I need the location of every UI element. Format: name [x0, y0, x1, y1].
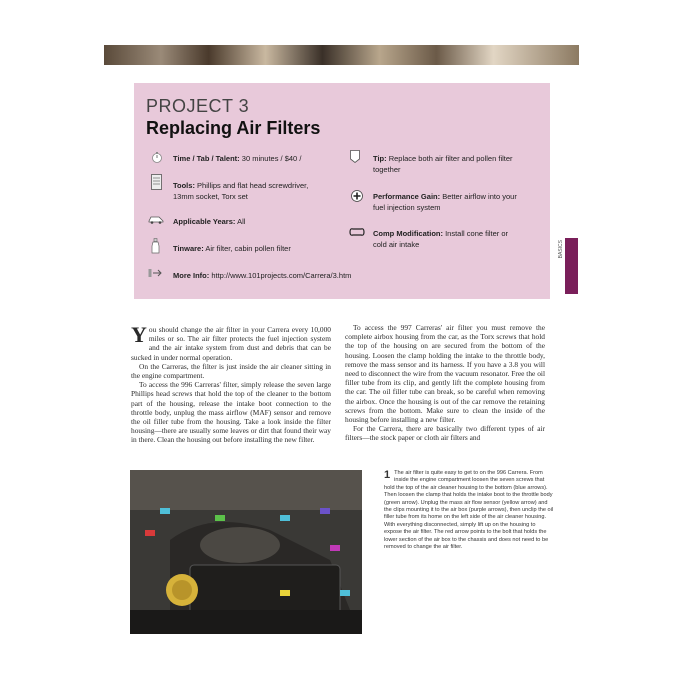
wrench-icon	[348, 227, 366, 237]
info-gain-label: Performance Gain:	[373, 192, 441, 201]
info-comp-value: Install cone filter or cold air intake	[373, 229, 509, 249]
info-more-label: More Info:	[173, 271, 210, 280]
bottle-icon	[151, 238, 160, 254]
info-time-value: 30 minutes / $40 /	[241, 154, 302, 163]
info-tools	[173, 180, 323, 202]
engine-air-filter-photo	[130, 470, 362, 634]
info-tools-value: Phillips and flat head screwdriver, 13mm socket, Torx set	[173, 181, 309, 201]
info-years-label: Applicable Years:	[173, 217, 236, 226]
body-left-paragraph-3: To access the 996 Carreras' filter, simply release the seven large Phillips head screws that hold the top of the cleaner to the bottom part of the housing, release the intake boot connection to the throttle body, unplug the mass airflow (MAF) sensor and remove the oil filler tube from the housing. Take a look inside the filter housing—there are usually some leaves or dirt that found their way in there. Clean the housing out before installing the new filter.	[131, 380, 331, 445]
stopwatch-icon	[151, 151, 163, 163]
info-comp	[373, 228, 523, 250]
body-column-left	[131, 322, 331, 445]
tag-icon	[350, 150, 360, 163]
info-tinware-value: Air filter, cabin pollen filter	[205, 244, 291, 253]
info-tinware-label: Tinware:	[173, 244, 204, 253]
top-photo-strip	[104, 45, 579, 65]
info-gain	[373, 191, 518, 213]
info-more-value[interactable]: http://www.101projects.com/Carrera/3.htm	[211, 271, 352, 280]
dropcap: Y	[131, 322, 147, 347]
body-right-paragraph-2: For the Carrera, there are basically two different types of air filters—the stock paper or cloth air filters and	[345, 424, 545, 443]
info-comp-label: Comp Modification:	[373, 229, 443, 238]
web-icon	[148, 268, 164, 278]
info-gain-value: Better airflow into your fuel injection system	[373, 192, 517, 212]
caption-number: 1	[384, 469, 391, 481]
body-left-paragraph-2: On the Carreras, the filter is just inside the air cleaner sitting in the engine compartment.	[131, 361, 331, 381]
caption-text: The air filter is quite easy to get to on the 996 Carrera. From inside the engine compartment loosen the seven screws that hold the top of the air cleaner housing to the bottom (blue arrows). Then loosen the clamp that holds the intake boot to the throttle body (green arrow). Unplug the mass air flow sensor (yellow arrow) and the clips mounting it to the air box (purple arrows), then unclip the oil filler tube from its home on the left side of the air cleaner housing. With everything disconnected, simply lift up on the housing to expose the air filter. The red arrow points to the bolt that holds the lower section of the air box to the chassis and does not need to be removed to change the air filter.	[384, 470, 554, 551]
engine-photo-illustration	[130, 470, 362, 634]
body-left-paragraph-1: You should change the air filter in your Carrera every 10,000 miles or so. The air filter protects the fuel injection system and the air intake system from dust and debris that can be sucked in under normal operation.	[131, 322, 331, 362]
info-years-value: All	[237, 217, 246, 226]
project-title: Replacing Air Filters	[146, 118, 321, 138]
section-side-tab	[565, 238, 578, 294]
plus-icon	[351, 190, 363, 202]
project-label: PROJECT 3	[146, 96, 250, 116]
car-icon	[148, 214, 164, 224]
body-column-right	[345, 323, 545, 443]
info-years	[173, 216, 323, 227]
info-tip-value: Replace both air filter and pollen filter together	[373, 154, 513, 174]
toolbox-icon	[151, 174, 162, 190]
side-tab-label: BASICS	[558, 240, 564, 259]
info-tools-label: Tools:	[173, 181, 195, 190]
body-right-paragraph-1: To access the 997 Carreras' air filter you must remove the complete airbox housing from the car, as the Torx screws that hold the top of the housing on are secured from the bottom of the housing. Loosen the clamp holding the intake to the throttle body, remove the mass sensor and its harness. If you have a 3.8 you will need to disconnect the wire from the vacuum resonator. Free the oil filler tube from its clip, and gently lift the complete housing from the car. The oil filler tube can break, so be careful when removing the airbox. Once the housing is out of the car remove the retaining screws from the bottom. Make sure to clean the inside of the housing before installing a new filter.	[345, 323, 545, 425]
info-tip	[373, 153, 513, 175]
info-tip-label: Tip:	[373, 154, 387, 163]
info-more	[173, 270, 393, 281]
photo-caption	[384, 470, 554, 551]
info-time	[173, 153, 323, 164]
info-time-label: Time / Tab / Talent:	[173, 154, 240, 163]
info-tinware	[173, 243, 323, 254]
